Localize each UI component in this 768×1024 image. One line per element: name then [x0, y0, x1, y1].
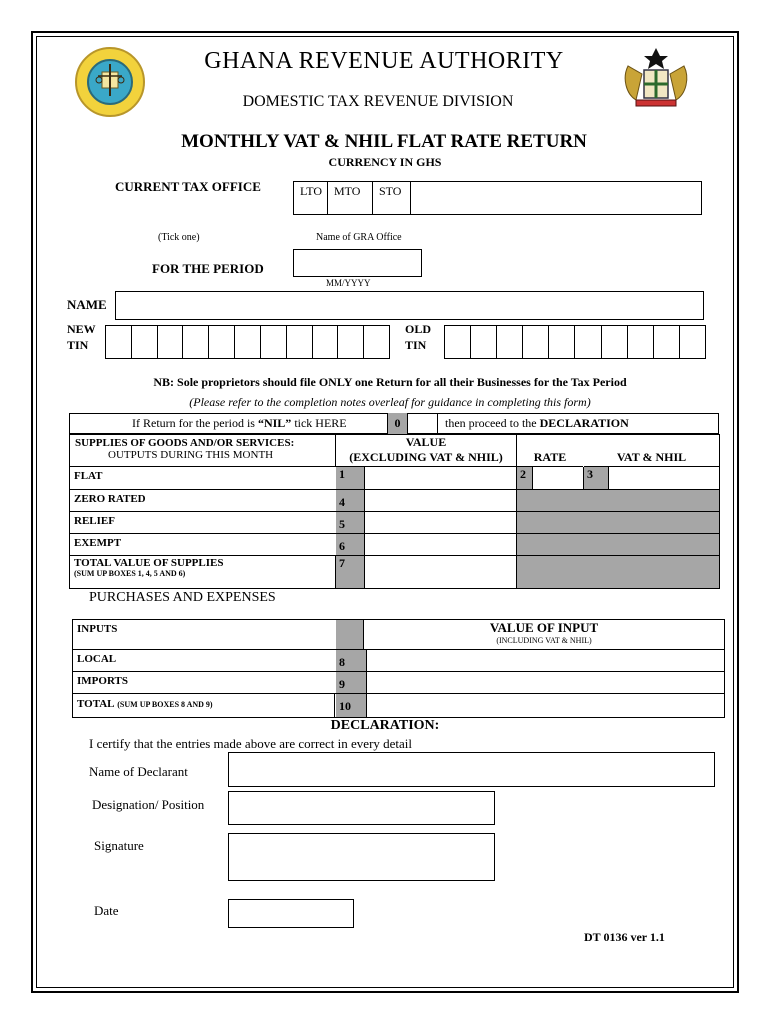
table-row-total-supplies [70, 556, 719, 588]
new-tin-label [67, 321, 96, 353]
division-title: DOMESTIC TAX REVENUE DIVISION [242, 93, 514, 110]
form-title: MONTHLY VAT & NHIL FLAT RATE RETURN [181, 131, 587, 152]
imports-label: IMPORTS [73, 672, 340, 693]
value-of-input-note: (INCLUDING VAT & NHIL) [496, 636, 592, 645]
currency-note: CURRENCY IN GHS [328, 155, 442, 169]
nil-row [69, 413, 719, 434]
table-row-local [73, 650, 724, 672]
taxpayer-name-field[interactable] [115, 291, 704, 320]
table-row-exempt [70, 534, 719, 556]
box-4-number: 4 [336, 490, 365, 511]
table-row-imports [73, 672, 724, 694]
old-tin-label-line1: OLD [405, 322, 432, 336]
flat-label: FLAT [70, 467, 340, 489]
exempt-label: EXEMPT [70, 534, 340, 555]
imports-value-field[interactable] [364, 672, 724, 693]
relief-value-field[interactable] [362, 512, 517, 533]
gra-office-note: Name of GRA Office [316, 232, 402, 243]
declaration-statement: I certify that the entries made above are correct in every detail [89, 736, 413, 751]
zero-rated-label: ZERO RATED [70, 490, 340, 511]
zero-rated-value-field[interactable] [362, 490, 517, 511]
vat-nhil-field[interactable] [606, 467, 719, 489]
nil-text [132, 416, 347, 431]
date-label: Date [94, 903, 119, 918]
new-tin-label-line2: TIN [67, 338, 89, 352]
box-9-number: 9 [336, 672, 367, 693]
box-7-number: 7 [336, 556, 365, 588]
total-supplies-label-cell [70, 556, 336, 588]
supplies-table [69, 434, 720, 589]
table-row-relief [70, 512, 719, 534]
date-field[interactable] [228, 899, 354, 928]
total-inputs-label-cell [73, 694, 335, 717]
supplies-header-line1: SUPPLIES OF GOODS AND/OR SERVICES: [75, 437, 295, 449]
old-tin-field[interactable] [444, 325, 706, 359]
period-label: FOR THE PERIOD [152, 261, 264, 276]
box-3-number: 3 [584, 467, 609, 489]
refer-note: (Please refer to the completion notes overleaf for guidance in completing this form) [189, 395, 591, 409]
total-inputs-label: TOTAL [77, 698, 115, 710]
box-6-number: 6 [336, 534, 365, 555]
supplies-header-line2: OUTPUTS DURING THIS MONTH [108, 449, 274, 461]
nil-declaration-word: DECLARATION [539, 416, 629, 430]
signature-field[interactable] [228, 833, 495, 881]
box-1-number: 1 [336, 467, 365, 489]
period-field[interactable] [293, 249, 422, 277]
signature-label: Signature [94, 838, 144, 853]
tax-office-label: CURRENT TAX OFFICE [115, 179, 261, 194]
supplies-header [70, 435, 336, 467]
rate-field[interactable] [530, 467, 584, 489]
nil-suffix: tick HERE [291, 416, 347, 430]
value-of-input-header [364, 620, 724, 649]
nil-word: “NIL” [257, 416, 292, 430]
period-format-note: MM/YYYY [326, 278, 371, 288]
table-row-zero-rated [70, 490, 719, 512]
purchases-table [72, 619, 725, 718]
nil-prefix: If Return for the period is [132, 416, 258, 430]
exempt-value-field[interactable] [362, 534, 517, 555]
local-value-field[interactable] [364, 650, 724, 671]
tax-office-option-mto[interactable]: MTO [328, 182, 373, 214]
rate-header: RATE [517, 435, 583, 467]
new-tin-field[interactable] [105, 325, 390, 359]
total-inputs-note: (SUM UP BOXES 8 AND 9) [117, 700, 213, 709]
vat-header: VAT & NHIL [584, 435, 719, 467]
shaded-cell [517, 556, 719, 588]
declaration-title: DECLARATION: [330, 718, 440, 733]
value-header-line2: (EXCLUDING VAT & NHIL) [349, 450, 503, 464]
tax-office-option-lto[interactable]: LTO [294, 182, 328, 214]
declarant-name-field[interactable] [228, 752, 715, 787]
box-8-number: 8 [336, 650, 367, 671]
shaded-cell [336, 620, 364, 649]
table-row-total-inputs [73, 694, 724, 717]
form-code: DT 0136 ver 1.1 [584, 930, 665, 944]
shaded-cell [517, 534, 719, 555]
table-row-flat [70, 467, 719, 490]
value-of-input-title: VALUE OF INPUT [489, 620, 599, 635]
value-header-line1: VALUE [405, 435, 447, 449]
shaded-cell [517, 490, 719, 511]
tax-office-option-sto[interactable]: STO [373, 182, 411, 214]
flat-value-field[interactable] [362, 467, 517, 489]
gra-office-name-field[interactable] [411, 182, 701, 214]
box-2-number: 2 [517, 467, 533, 489]
box-5-number: 5 [336, 512, 365, 533]
purchases-section-title: PURCHASES AND EXPENSES [89, 590, 276, 605]
nb-note: NB: Sole proprietors should file ONLY one Return for all their Businesses for the Tax Period [153, 375, 627, 389]
authority-title: GHANA REVENUE AUTHORITY [204, 48, 564, 74]
old-tin-label-line2: TIN [405, 338, 427, 352]
inputs-header-row [73, 620, 724, 650]
total-inputs-value-field[interactable] [364, 694, 724, 717]
total-supplies-value-field[interactable] [362, 556, 517, 588]
name-label: NAME [67, 297, 107, 312]
inputs-label: INPUTS [73, 620, 340, 649]
new-tin-label-line1: NEW [67, 322, 96, 336]
box-10-number: 10 [336, 694, 367, 717]
nil-tick-box[interactable] [407, 413, 438, 434]
nil-box-number: 0 [387, 413, 408, 434]
relief-label: RELIEF [70, 512, 340, 533]
nil-proceed-text [445, 416, 629, 431]
declarant-label: Name of Declarant [89, 764, 188, 779]
total-supplies-note: (SUM UP BOXES 1, 4, 5 AND 6) [74, 569, 186, 578]
total-supplies-label: TOTAL VALUE OF SUPPLIES [74, 557, 224, 569]
designation-label: Designation/ Position [92, 797, 205, 812]
tick-one-note: (Tick one) [158, 232, 200, 243]
shaded-cell [517, 512, 719, 533]
local-label: LOCAL [73, 650, 340, 671]
nil-proceed: then proceed to the [445, 416, 540, 430]
old-tin-label [405, 321, 431, 353]
value-header [336, 435, 517, 467]
designation-field[interactable] [228, 791, 495, 825]
tax-office-grid [293, 181, 702, 215]
